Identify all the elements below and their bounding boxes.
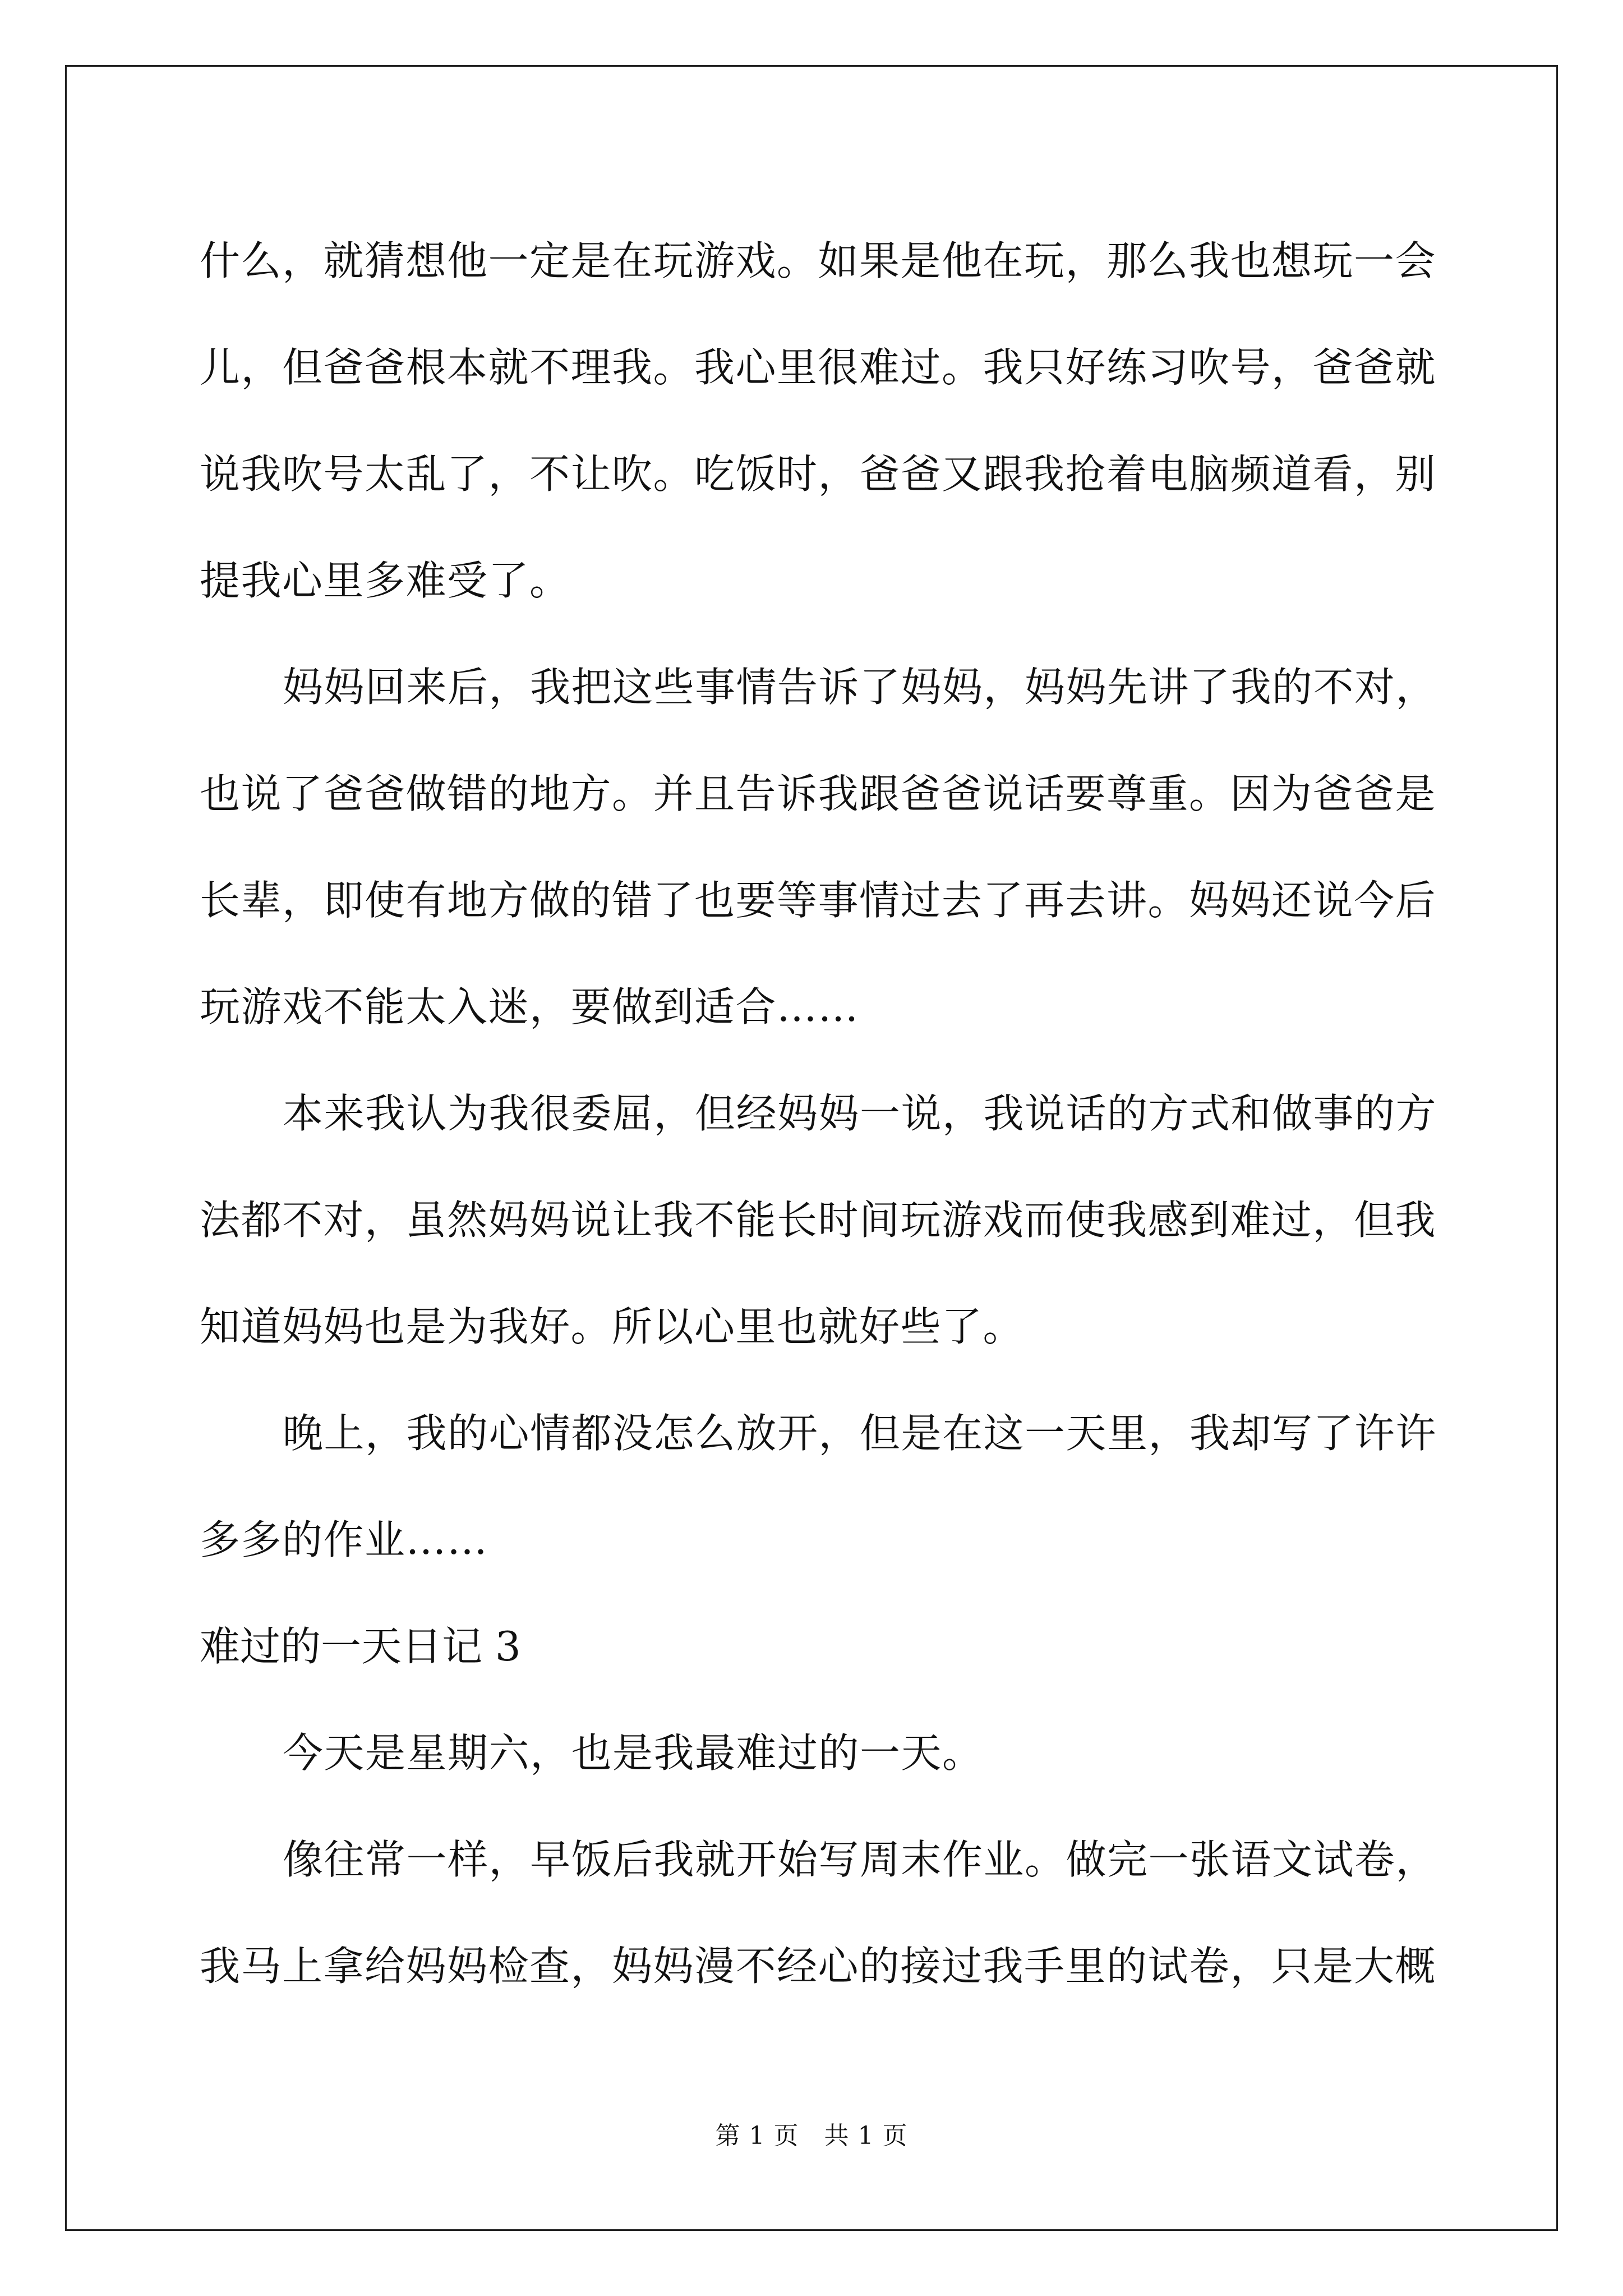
text-line: 也说了爸爸做错的地方。并且告诉我跟爸爸说话要尊重。因为爸爸是 (200, 770, 1437, 817)
document-body (200, 208, 1437, 2019)
paragraph-first-line: 晚上，我的心情都没怎么放开，但是在这一天里，我却写了许许 (283, 1410, 1437, 1457)
text-line: 长辈，即使有地方做的错了也要等事情过去了再去讲。妈妈还说今后 (200, 877, 1437, 924)
paragraph-first-line: 妈妈回来后，我把这些事情告诉了妈妈，妈妈先讲了我的不对， (283, 664, 1437, 711)
paragraph-first-line: 今天是星期六，也是我最难过的一天。 (283, 1729, 984, 1777)
text-line: 儿，但爸爸根本就不理我。我心里很难过。我只好练习吹号，爸爸就 (200, 344, 1437, 391)
text-line: 玩游戏不能太入迷，要做到适合…… (200, 983, 860, 1030)
page-number-footer: 第 1 页 共 1 页 (715, 2122, 908, 2150)
text-line: 多多的作业…… (200, 1516, 488, 1563)
text-line: 什么，就猜想他一定是在玩游戏。如果是他在玩，那么我也想玩一会 (200, 237, 1437, 284)
paragraph-first-line: 本来我认为我很委屈，但经妈妈一说，我说话的方式和做事的方 (283, 1090, 1437, 1137)
section-heading: 难过的一天日记 3 (200, 1623, 521, 1670)
paragraph-first-line: 像往常一样，早饭后我就开始写周末作业。做完一张语文试卷， (283, 1836, 1437, 1883)
text-line: 说我吹号太乱了，不让吹。吃饭时，爸爸又跟我抢着电脑频道看，别 (200, 450, 1437, 498)
text-line: 我马上拿给妈妈检查，妈妈漫不经心的接过我手里的试卷，只是大概 (200, 1943, 1437, 1990)
text-line: 法都不对，虽然妈妈说让我不能长时间玩游戏而使我感到难过，但我 (200, 1197, 1437, 1244)
text-line: 提我心里多难受了。 (200, 557, 571, 604)
text-line: 知道妈妈也是为我好。所以心里也就好些了。 (200, 1303, 1025, 1350)
